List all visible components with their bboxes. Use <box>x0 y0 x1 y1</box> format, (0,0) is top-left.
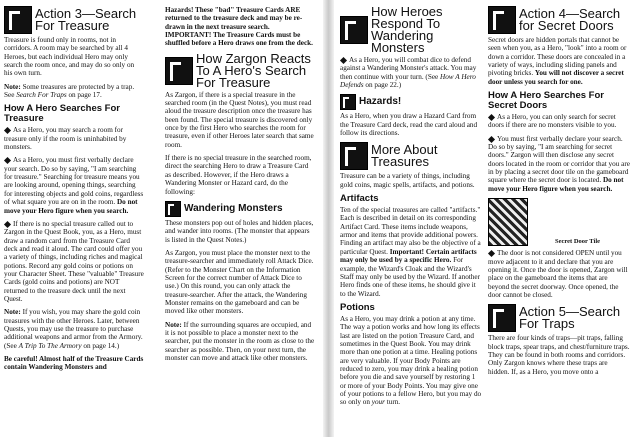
figure-caption: Secret Door Tile <box>555 237 601 245</box>
bullet-paragraph: As a Hero, you must first verbally declare your search. Do so by saying, "I am searching for treasure." Searching for treasure means you are looking around, opening things, searching for interesting objects and gold coins, regardless of what square you are on in the room. Do not move your Hero figure when you search. <box>4 156 144 215</box>
bullet-paragraph: As a Hero, you can only search for secret doors if there are no monsters visible to you. <box>488 113 617 130</box>
subheading: How A Hero Searches For Treasure <box>4 103 120 125</box>
zargon-silhouette-icon <box>165 57 193 85</box>
diamond-bullet-icon <box>488 250 495 257</box>
note: Note: If you wish, you may share the gold coin treasures with the other Heroes. Later, between Quests, you may use the treasure to purchase additional weapons and armor from the Armory. (See A Trip To The Armory on page 14.) <box>4 308 143 350</box>
column-1 <box>4 6 144 377</box>
diamond-bullet-icon <box>4 157 11 164</box>
paragraph: Treasure is found only in rooms, not in corridors. A room may be searched by all 4 Heroes, but each individual Hero may only search the room once, and may do so only on his own turn. <box>4 36 135 78</box>
diamond-bullet-icon <box>340 57 347 64</box>
hero-silhouette-icon <box>340 16 368 44</box>
section-heading: How Heroes Respond To Wandering Monsters <box>340 6 482 54</box>
diamond-bullet-icon <box>488 114 495 121</box>
paragraph: There are four kinds of traps—pit traps, falling block traps, spear traps, and chest/furniture traps. They can be found in both rooms and corridors. Only Zargon knows where these traps are hidden. If, as a Hero, you move onto a <box>488 334 630 376</box>
hero-silhouette-icon <box>4 6 32 34</box>
hero-silhouette-icon <box>488 6 516 34</box>
note: Note: If the surrounding squares are occupied, and it is not possible to place a monster next to the searcher, put the monster in the room as close to the searcher as possible. Then, on your next turn, the monster can move and attack like other monsters. <box>165 320 315 362</box>
subheading: Artifacts <box>340 193 379 205</box>
section-heading: Hazards! <box>340 94 482 110</box>
paragraph: Ten of the special treasures are called "artifacts." Each is described in detail on its corresponding Artifact Card. These items include weapons, armor and items that provide additional powers. Finding an artifact may also be the objective of a particular Quest. Important! Certain artifacts may only be used by a specific Hero. For example, the Wizard's Cloak and the Wizard's Staff may only be used by the Wizard. If another Hero finds one of these items, he should give it to the Wizard. <box>340 206 481 298</box>
paragraph: As Zargon, if there is a special treasure in the searched room (in the Quest Notes), you must read aloud the treasure description once the treasure has been found. The special treasure is discovered only once by the first Hero who searches the room for treasure, even if other Heroes later search that same room. <box>165 90 314 149</box>
column-2 <box>165 6 315 367</box>
section-heading: Action 5—Search For Traps <box>488 304 630 332</box>
secret-door-tile-figure <box>488 198 630 246</box>
hero-silhouette-icon <box>488 304 516 332</box>
note: Note: Some treasures are protected by a trap. See Search For Traps on page 17. <box>4 82 135 100</box>
paragraph: Secret doors are hidden portals that cannot be seen when you, as a Hero, "look" into a room or down a corridor. These doors are concealed in a variety of ways, including sliding panels and pivoting bricks. You will not discover a secret door unless you search for one. <box>488 36 627 86</box>
paragraph: As a Hero, you may drink a potion at any time. The way a potion works and how long its effects last are listed on the potion Treasure Card, and sometimes in the Quest Book. You may drink more than one potion at a time. Healing potions are very valuable. If your Body Points are reduced to zero, you may drink a healing potion before you die and save yourself by restoring 1 or more of your Body Points. You may give one of your potions to a fellow Hero, but you may do so only on your turn. <box>340 314 482 407</box>
subheading: How A Hero Searches For Secret Doors <box>488 90 604 112</box>
bullet-paragraph: As a Hero, you will combat dice to defend against a Wandering Monster's attack. You may then continue with your turn. (See How A Hero Defends on page 22.) <box>340 56 477 90</box>
diamond-bullet-icon <box>4 127 11 134</box>
section-heading: Wandering Monsters <box>165 201 315 217</box>
paragraph: Be careful! Almost half of the Treasure Cards contain Wandering Monsters and <box>4 355 144 372</box>
bullet-paragraph: The door is not considered OPEN until you move adjacent to it and declare that you are opening it. Once the door is opened, Zargon will place on the gameboard the items that are beyond the secret doorway. Once opened, the door cannot be closed. <box>488 249 628 299</box>
bullet-paragraph: If there is no special treasure called out to Zargon in the Quest Book, you, as a Hero, must draw a random card from the Treasure Card deck and read it aloud. The card could offer you a variety of things, including riches and magical potions. Record any gold coins or potions on your Character Sheet. These "valuable" Treasure Cards (gold coins and potions) are NOT returned to the treasure deck until the next Quest. <box>4 219 144 303</box>
secret-door-tile-image <box>488 198 528 246</box>
diamond-bullet-icon <box>488 136 495 143</box>
diamond-bullet-icon <box>4 221 11 228</box>
page-gutter <box>323 0 334 437</box>
paragraph: As Zargon, you must place the monster next to the treasure-searcher and immediately roll Attack Dice. (Refer to the Monster Chart on the Information Screen for the correct number of Attack Dice to use.) On this round, you can only attack the treasure-searcher. After the attack, the Wandering Monster remains on the gameboard and can be moved like other monsters. <box>165 248 314 316</box>
section-heading: Action 3—Search For Treasure <box>4 6 144 34</box>
section-heading: Action 4—Search for Secret Doors <box>488 6 630 34</box>
paragraph: Treasure can be a variety of things, including gold coins, magic spells, artifacts, and potions. <box>340 172 475 189</box>
section-heading: How Zargon Reacts To A Hero's Search For Treasure <box>165 53 315 89</box>
paragraph: Hazards! These "bad" Treasure Cards ARE returned to the treasure deck and may be re-drawn in the next treasure search. IMPORTANT! The Treasure Cards must be shuffled before a Hero draws one from the deck. <box>165 6 313 48</box>
column-4 <box>488 6 630 381</box>
bullet-paragraph: As a Hero, you may search a room for treasure only if the room is uninhabited by monsters. <box>4 126 127 152</box>
paragraph: These monsters pop out of holes and hidden places, and wander into rooms. (The monster that appears is listed in the Quest Notes.) <box>165 218 314 244</box>
paragraph: As a Hero, when you draw a Hazard Card from the Treasure Card deck, read the card aloud and follow its directions. <box>340 112 478 138</box>
paragraph: If there is no special treasure in the searched room, direct the searching Hero to draw a Treasure Card as described. However, if the Hero draws a Wandering Monster or Hazard card, do the following: <box>165 154 312 196</box>
monster-icon <box>165 201 181 217</box>
bullet-paragraph: You must first verbally declare your search. Do so by saying, "I am searching for secret doors." Zargon will then disclose any secret doors located in the room or corridor that you are in by placing a secret door tile on the gameboard square where the secret door is located. Do not move your Hero figure when you search. <box>488 134 630 193</box>
treasure-icon <box>340 142 368 170</box>
section-heading: More About Treasures <box>340 142 482 170</box>
hazard-icon <box>340 94 356 110</box>
column-3 <box>340 6 482 412</box>
subheading: Potions <box>340 301 375 313</box>
